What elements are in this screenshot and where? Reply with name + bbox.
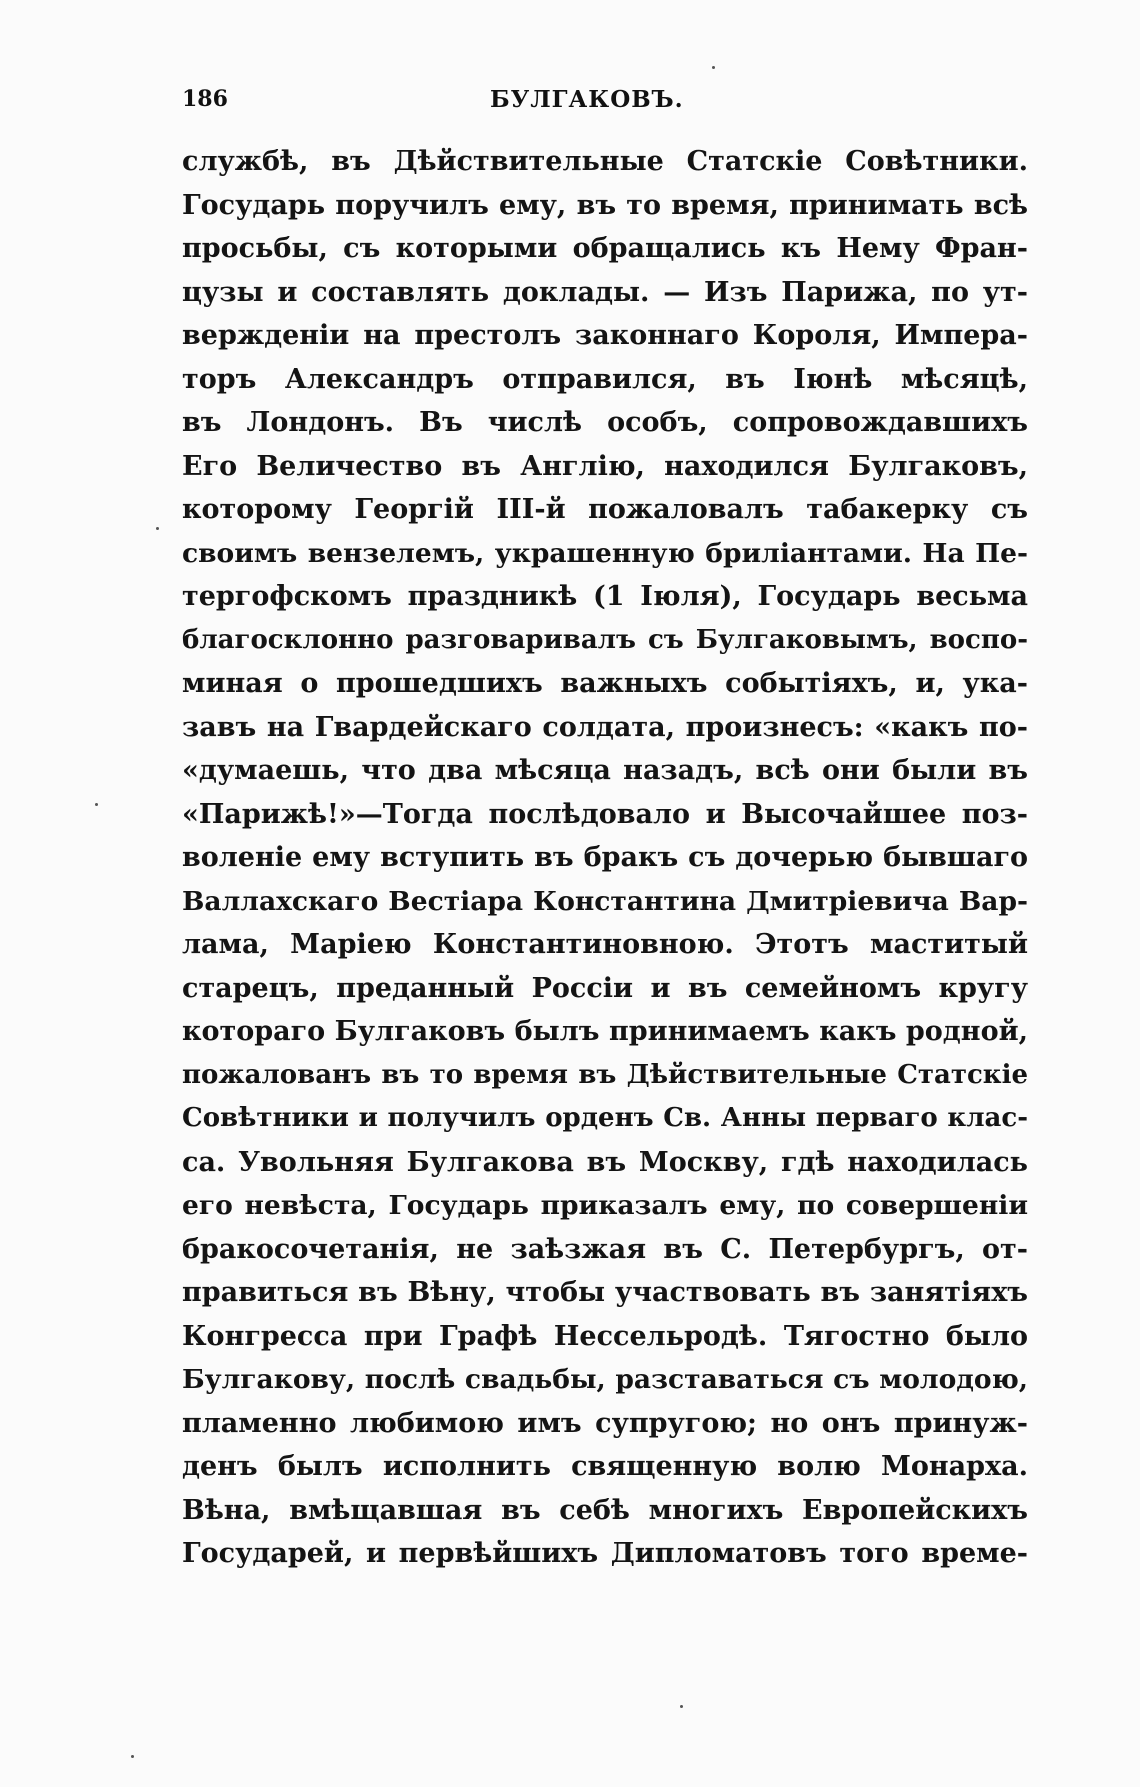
- text-line: завъ на Гвардейскаго солдата, произнесъ: «какъ по-: [182, 711, 1028, 743]
- text-line: службѣ, въ Дѣйствительные Статскіе Совѣтники.: [182, 146, 1028, 177]
- running-title: БУЛГАКОВЪ.: [490, 86, 684, 113]
- text-line: денъ былъ исполнить священную волю Монарха.: [182, 1451, 1028, 1482]
- text-line: торъ Александръ отправился, въ Іюнѣ мѣсяцѣ,: [182, 363, 1028, 395]
- text-line: тергофскомъ праздникѣ (1 Іюля), Государь весьма: [182, 581, 1028, 612]
- text-line: которому Георгій III-й пожаловалъ табакерку съ: [182, 494, 1028, 525]
- text-line: Государь поручилъ ему, въ то время, принимать всѣ: [182, 189, 1028, 221]
- print-speck: [712, 66, 715, 69]
- text-line: бракосочетанія, не заѣзжая въ С. Петербургъ, от-: [182, 1233, 1028, 1265]
- text-line: Конгресса при Графѣ Нессельродѣ. Тягостно было: [182, 1320, 1028, 1352]
- text-line: котораго Булгаковъ былъ принимаемъ какъ родной,: [182, 1016, 1028, 1047]
- text-line: пламенно любимою имъ супругою; но онъ принуж-: [182, 1407, 1028, 1439]
- text-line: Государей, и первѣйшихъ Дипломатовъ того време-: [182, 1538, 1028, 1569]
- body-text: [182, 140, 1028, 1576]
- print-speck: [131, 1755, 134, 1758]
- text-line: просьбы, съ которыми обращались къ Нему Фран-: [182, 233, 1028, 264]
- text-line: Его Величество въ Англію, находился Булгаковъ,: [182, 450, 1028, 482]
- text-line: правиться въ Вѣну, чтобы участвовать въ занятіяхъ: [182, 1277, 1028, 1308]
- text-line: Вѣна, вмѣщавшая въ себѣ многихъ Европейскихъ: [182, 1494, 1028, 1526]
- text-line: Совѣтники и получилъ орденъ Св. Анны перваго клас-: [182, 1103, 1028, 1133]
- print-speck: [680, 1705, 683, 1708]
- text-line: «думаешь, что два мѣсяца назадъ, всѣ они были въ: [182, 755, 1028, 786]
- text-line: старецъ, преданный Россіи и въ семейномъ кругу: [182, 972, 1028, 1004]
- page-header: [182, 86, 1028, 126]
- text-line: Валлахскаго Вестіара Константина Дмитріевича Вар-: [182, 885, 1028, 917]
- text-line: его невѣста, Государь приказалъ ему, по совершеніи: [182, 1190, 1028, 1221]
- page-number: 186: [182, 86, 228, 112]
- text-line: миная о прошедшихъ важныхъ событіяхъ, и, ука-: [182, 668, 1028, 699]
- print-speck: [156, 527, 159, 530]
- text-line: благосклонно разговаривалъ съ Булгаковымъ, воспо-: [182, 624, 1028, 655]
- text-line: въ Лондонъ. Въ числѣ особъ, сопровождавшихъ: [182, 407, 1028, 438]
- text-line: лама, Маріею Константиновною. Этотъ маститый: [182, 929, 1028, 960]
- text-line: «Парижѣ!»—Тогда послѣдовало и Высочайшее поз-: [182, 798, 1028, 830]
- text-line: цузы и составлять доклады. — Изъ Парижа, по ут-: [182, 276, 1028, 308]
- text-line: са. Увольняя Булгакова въ Москву, гдѣ находилась: [182, 1146, 1028, 1178]
- text-line: своимъ вензелемъ, украшенную бриліантами. На Пе-: [182, 537, 1028, 569]
- text-line: пожалованъ въ то время въ Дѣйствительные Статскіе: [182, 1059, 1028, 1090]
- text-line: воленіе ему вступить въ бракъ съ дочерью бывшаго: [182, 842, 1028, 873]
- print-speck: [95, 803, 98, 806]
- text-line: Булгакову, послѣ свадьбы, разставаться съ молодою,: [182, 1364, 1028, 1395]
- text-line: вержденіи на престолъ законнаго Короля, Импера-: [182, 320, 1028, 351]
